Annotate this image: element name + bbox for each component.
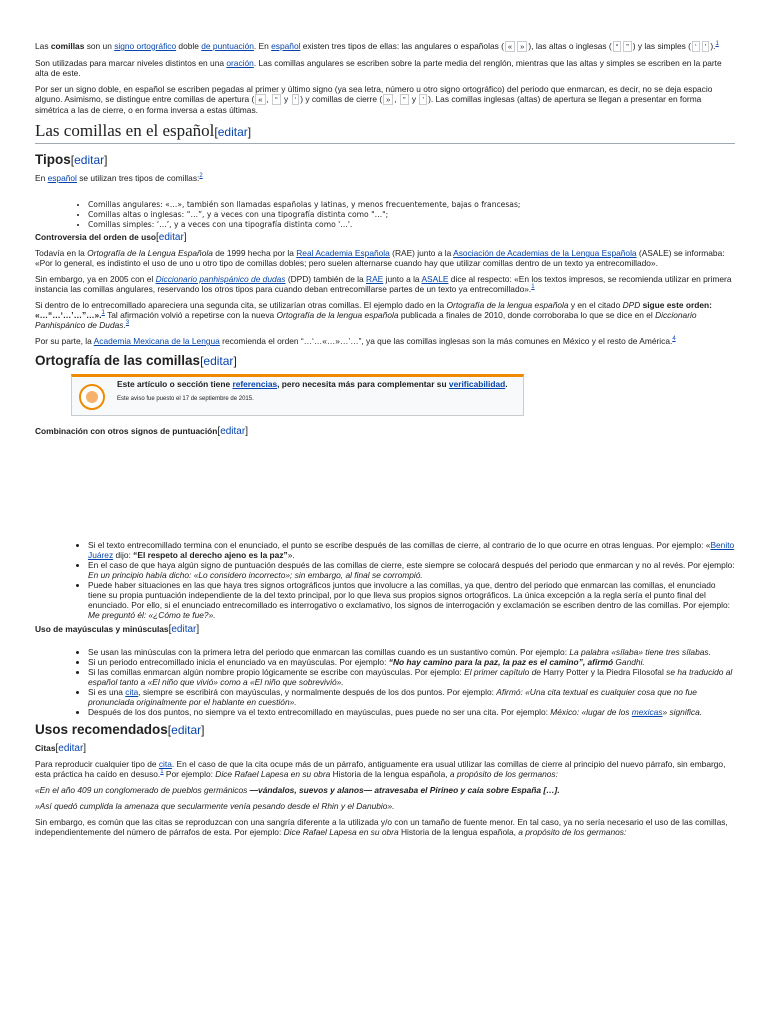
combinacion-list	[35, 540, 735, 620]
text: Por su parte, la	[35, 336, 94, 346]
quote-glyph: ’	[702, 41, 710, 52]
references-notice-box	[71, 374, 524, 416]
intro-paragraph-1	[35, 41, 735, 52]
example-text: Dice Rafael Lapesa en su obra	[283, 827, 399, 837]
text: . En	[253, 41, 272, 51]
edit-link[interactable]: editar	[220, 426, 246, 437]
link-espanol[interactable]: español	[271, 41, 301, 51]
list-item: • Comillas angulares: «…», también son llamadas españolas y latinas, y menos frecuentemente, bajas o francesas;	[88, 200, 735, 210]
text: sigue este orden: «…“…‘…’…”…».	[35, 300, 712, 320]
quote-glyph: ’	[419, 94, 427, 105]
quote-glyph: “	[613, 41, 622, 52]
text: .	[505, 379, 508, 389]
text: junto a la	[383, 274, 422, 284]
bracket: ]	[247, 125, 252, 139]
example-text: Gandhi.	[613, 657, 645, 667]
edit-section	[168, 723, 205, 737]
text: , siempre se escribirá con mayúsculas, y normalmente después de los dos puntos. Por ejemplo:	[138, 687, 497, 697]
text: En	[35, 173, 48, 183]
bracket: [	[217, 426, 221, 437]
text: de 1999 hecha por la	[212, 248, 297, 258]
text: recomienda el orden “…‘…«…»…’…”, ya que las comillas inglesas son la más comunes en México y el resto de América.	[219, 336, 673, 346]
bracket: ]	[245, 426, 248, 437]
text: ) y las simples (	[632, 41, 691, 51]
controversia-paragraph-4	[35, 336, 735, 346]
text: (RAE) junto a la	[389, 248, 454, 258]
text: Todavía en la	[35, 248, 88, 258]
link-cita[interactable]: cita	[158, 759, 172, 769]
edit-section	[214, 125, 251, 139]
text: , pero necesita más para complementar su	[277, 379, 449, 389]
heading-text: Usos recomendados	[35, 722, 168, 737]
text: ).	[710, 41, 716, 51]
mayusculas-list	[35, 647, 735, 717]
reference-link[interactable]: 1	[531, 284, 535, 291]
bracket: [	[168, 624, 172, 635]
heading-text: Tipos	[35, 152, 71, 167]
example-text: El primer capítulo de	[464, 667, 541, 677]
text: Historia de la lengua española,	[330, 769, 450, 779]
text: (ASALE) se informaba: «Por lo general, es indistinto el uso de uno u otro tipo de comillas dobles; pero suelen alternarse cuando hay que utilizar comillas dentro de un texto ya entrecomillado».	[35, 248, 725, 268]
bracket: [	[167, 723, 172, 737]
quote-glyph: ‘	[292, 94, 300, 105]
edit-link[interactable]: editar	[58, 743, 84, 754]
edit-section	[169, 624, 200, 635]
example-text: México: «lugar de los	[550, 707, 632, 717]
link-academia-mexicana[interactable]: Academia Mexicana de la Lengua	[93, 336, 220, 346]
text: Sin embargo, ya en 2005 con el	[35, 274, 156, 284]
edit-link[interactable]: editar	[158, 232, 184, 243]
link-cita[interactable]: cita	[125, 687, 139, 697]
list-item	[88, 657, 735, 667]
example-text: se ha traducido al español tanto a «El niño que vivió» como a «El niño que sobrevivió».	[88, 667, 733, 687]
bracket: [	[200, 354, 204, 368]
text: Tal afirmación volvió a repetirse con la nueva	[104, 310, 277, 320]
link-rae[interactable]: RAE	[366, 274, 384, 284]
text: ) y comillas de cierre (	[300, 94, 383, 104]
list-item	[88, 687, 735, 707]
article-content	[35, 41, 735, 843]
book-title: DPD	[622, 300, 641, 310]
edit-link[interactable]: editar	[74, 153, 105, 167]
bracket: [	[70, 153, 75, 167]
text: dijo:	[113, 550, 134, 560]
heading-text: Ortografía de las comillas	[35, 353, 201, 368]
heading-text: Combinación con otros signos de puntuación	[35, 426, 218, 436]
edit-section	[55, 743, 86, 754]
term-comillas: comillas	[50, 41, 85, 51]
bracket: ]	[201, 723, 205, 737]
text: Por ejemplo:	[163, 769, 216, 779]
reference-link[interactable]: 2	[199, 173, 203, 180]
quote-glyph: “	[272, 94, 281, 105]
text: (DPD) también de la	[285, 274, 367, 284]
subheading-controversia	[35, 232, 735, 243]
text: Sin embargo, es común que las citas se reproduzcan con una sangría diferente a la utilizada y/o con un tamaño de fuente menor. En tal caso, ya no sería necesario el uso de las comillas, independientemente del número de párrafos de esta. Por ejemplo:	[35, 817, 728, 837]
bracket: ]	[183, 232, 187, 243]
text: Se usan las minúsculas con la primera letra del periodo que enmarcan las comillas cuando es un sustantivo común. Por ejemplo:	[88, 647, 570, 657]
link-benito-juarez[interactable]: Benito Juárez	[88, 540, 735, 560]
text: ,	[266, 94, 272, 104]
list-item	[88, 707, 735, 717]
list-item	[88, 667, 735, 687]
heading-text: Controversia del orden de uso	[35, 232, 156, 242]
edit-link[interactable]: editar	[217, 125, 248, 139]
quote-text: “El respeto al derecho ajeno es la paz”	[133, 550, 288, 560]
link-asale[interactable]: Asociación de Academias de la Lengua Española	[453, 248, 637, 258]
text: . En el caso de que la cita ocupe más de un párrafo, antiguamente era usual utilizar las comillas de cierre al principio del nuevo párrafo, sin embargo, esta práctica ha caído en desuso.	[35, 759, 726, 779]
link-puntuacion[interactable]: de puntuación	[201, 41, 254, 51]
book-title: Diccionario Panhispánico de Dudas	[35, 310, 697, 330]
example-text: Afirmó: «Una cita textual es cualquier cosa que no fue pronunciada originalmente por el hablante en cuestión».	[88, 687, 697, 707]
quote-glyph: «	[505, 41, 515, 52]
text: . Las comillas angulares se escriben sobre la parte media del renglón, mientras que las altas y simples se escriben en la parte alta de este.	[35, 58, 722, 78]
controversia-paragraph-1	[35, 248, 735, 268]
link-signo-ortografico[interactable]: signo ortográfico	[114, 41, 177, 51]
intro-paragraph-3	[35, 84, 735, 115]
bracket: ]	[104, 153, 108, 167]
text: Si el texto entrecomillado termina con el enunciado, el punto se escribe después de las comillas de cierre, al contrario de lo que ocurre en otras lenguas. Por ejemplo: «	[88, 540, 711, 550]
quote-text: «En el año 409 un conglomerado de pueblos germánicos	[35, 785, 250, 795]
edit-section	[156, 232, 187, 243]
text: y	[281, 94, 291, 104]
text: .	[123, 320, 126, 330]
bracket: [	[156, 232, 159, 243]
book-title: Ortografía de la Lengua Española	[87, 248, 213, 258]
link-rae[interactable]: Real Academia Española	[296, 248, 390, 258]
book-title: Ortografía de la lengua española	[276, 310, 399, 320]
list-item	[88, 560, 735, 580]
reference-link[interactable]: 1	[160, 769, 164, 776]
notice-message	[117, 379, 515, 390]
link-dpd[interactable]: Diccionario panhispánico de dudas	[155, 274, 286, 284]
text: Son utilizadas para marcar niveles distintos en una	[35, 58, 227, 68]
list-item	[88, 580, 735, 620]
text: ,	[394, 94, 400, 104]
text: Después de los dos puntos, no siempre va el texto entrecomillado en mayúsculas, pues puede no ser una cita. Por ejemplo:	[88, 707, 551, 717]
bracket: [	[55, 743, 59, 754]
tipos-list	[35, 200, 735, 230]
heading-text: Uso de mayúsculas y minúsculas	[35, 624, 169, 634]
edit-link[interactable]: editar	[203, 354, 234, 368]
citas-paragraph-1	[35, 759, 735, 779]
controversia-paragraph-3	[35, 300, 735, 330]
edit-section	[200, 354, 237, 368]
bracket: ]	[196, 624, 200, 635]
quote-glyph: ‘	[692, 41, 700, 52]
intro-paragraph-2	[35, 58, 735, 78]
quote-glyph: ”	[623, 41, 632, 52]
edit-section	[71, 153, 108, 167]
text: ».	[287, 550, 295, 560]
text: Puede haber situaciones en las que haya tres signos ortográficos juntos que involucre a las comillas, ya que, dentro del periodo que enmarcan las comillas, el enunciado tiene su propia puntuación independiente de la del texto principal, por lo que lleva sus propios signos ortográficos. La única excepción a la regla sería el punto final del enunciado. Por ello, si el enunciado entrecomillado es interrogativo o exclamativo, los signos de interrogación y exclamación se escriben dentro de las comillas. Por ejemplo:	[88, 580, 730, 610]
bracket: ]	[233, 354, 237, 368]
quote-text: —vándalos, suevos y alanos— atravesaba el Pirineo y caía sobre España […].	[249, 785, 560, 795]
heading-text: Citas	[35, 743, 56, 753]
list-item: • Comillas altas o inglesas: “…”, y a veces con una tipografía distinta como "…";	[88, 210, 735, 220]
blank-space	[35, 442, 735, 540]
quote-glyph: «	[255, 94, 265, 105]
link-asale[interactable]: ASALE	[421, 274, 449, 284]
example-text: “No hay camino para la paz, la paz es el camino”, afirmó	[388, 657, 614, 667]
list-item	[88, 540, 735, 560]
text: En el caso de que haya algún signo de puntuación después de las comillas de cierre, este siempre se colocará después del periodo que enmarcan y no al revés. Por ejemplo:	[88, 560, 735, 570]
text: y en el citado	[568, 300, 623, 310]
edit-link[interactable]: editar	[171, 624, 197, 635]
quote-glyph: »	[517, 41, 527, 52]
text: y	[409, 94, 419, 104]
bracket: ]	[83, 743, 87, 754]
tipos-paragraph	[35, 173, 735, 183]
bracket: [	[214, 125, 218, 139]
example-text: La palabra «sílaba» tiene tres sílabas.	[569, 647, 711, 657]
example-text: » significa.	[662, 707, 703, 717]
text: doble	[176, 41, 202, 51]
text: son un	[84, 41, 115, 51]
citas-paragraph-2	[35, 817, 735, 837]
example-text: Dice Rafael Lapesa en su obra	[215, 769, 331, 779]
text: dice al respecto: «En los textos impresos, se recomienda utilizar en primera instancia las comillas angulares, reservando los otros tipos para cuando deban entrecomillarse partes de un texto ya entrecomillado».	[35, 274, 732, 294]
text: publicada a finales de 2010, donde corroboraba lo que se dice en el	[398, 310, 656, 320]
subheading-combinacion	[35, 426, 735, 437]
book-title: Ortografía de la lengua española	[446, 300, 569, 310]
edit-link[interactable]: editar	[171, 723, 202, 737]
text: Las	[35, 41, 51, 51]
subheading-tipos	[35, 151, 735, 169]
link-mexicas[interactable]: mexicas	[631, 707, 663, 717]
example-text: a propósito de los germanos:	[449, 769, 558, 779]
list-item	[88, 647, 735, 657]
subheading-usos	[35, 721, 735, 739]
subheading-citas	[35, 743, 735, 754]
edit-section	[217, 426, 248, 437]
link-referencias[interactable]: referencias	[232, 379, 278, 389]
text: se utilizan tres tipos de comillas:	[76, 173, 200, 183]
reference-link[interactable]: 3	[125, 320, 130, 327]
heading-text: Las comillas en el español	[35, 121, 215, 140]
controversia-paragraph-2	[35, 274, 735, 294]
text: Para reproducir cualquier tipo de	[35, 759, 159, 769]
citas-quote-2	[35, 801, 735, 811]
text: Historia de la lengua española,	[398, 827, 519, 837]
reference-link[interactable]: 1	[715, 41, 719, 48]
text: Si dentro de lo entrecomillado apareciera una segunda cita, se utilizarían otras comillas. El ejemplo dado en la	[35, 300, 447, 310]
text: Si las comillas enmarcan algún nombre propio lógicamente se escribe con mayúsculas. Por ejemplo:	[88, 667, 465, 677]
reference-link[interactable]: 1	[101, 310, 105, 317]
text: Harry Potter y la Piedra Filosofal	[540, 667, 667, 677]
text: ), las altas o inglesas (	[528, 41, 612, 51]
text: Por ser un signo doble, en español se escriben pegadas al primer y último signo (ya sea letra, número u otro signo ortográfico) del periodo que enmarcan, es decir, no se deja espacio alguno. Asimismo, se distingue entre comillas de apertura (	[35, 84, 713, 104]
list-item: • Comillas simples: ‘…’, y a veces con una tipografía distinta como '…'.	[88, 220, 735, 230]
reference-link[interactable]: 4	[672, 336, 676, 343]
link-verificabilidad[interactable]: verificabilidad	[448, 379, 506, 389]
text: existen tres tipos de ellas: las angulares o españolas (	[300, 41, 504, 51]
quote-glyph: »	[383, 94, 393, 105]
text: Si es una	[88, 687, 126, 697]
subheading-mayusculas	[35, 624, 735, 635]
text: Si un periodo entrecomillado inicia el enunciado va en mayúsculas. Por ejemplo:	[88, 657, 389, 667]
quote-glyph: ”	[400, 94, 409, 105]
quote-text: »Así quedó cumplida la amenaza que secularmente venía pesando desde el Rhin y el Danubio».	[35, 801, 395, 811]
example-text: En un principio había dicho: «Lo considero incorrecto»; sin embargo, al final se corrompió.	[88, 570, 423, 580]
example-text: Me preguntó él: «¿Cómo te fue?».	[88, 610, 216, 620]
example-text: a propósito de los germanos:	[518, 827, 627, 837]
citas-quote-1	[35, 785, 735, 795]
link-oracion[interactable]: oración	[226, 58, 254, 68]
notice-date: Este aviso fue puesto el 17 de septiembre de 2015.	[117, 396, 254, 402]
link-espanol[interactable]: español	[47, 173, 77, 183]
section-heading-comillas-espanol	[35, 121, 735, 144]
notice-icon	[79, 384, 105, 410]
text: Este artículo o sección tiene	[117, 379, 233, 389]
text: ). Las comillas inglesas (altas) de apertura se llegan a presentar en forma simétrica a las de cierre, o en forma inversa a estas últimas.	[35, 94, 702, 115]
subheading-ortografia	[35, 352, 735, 370]
